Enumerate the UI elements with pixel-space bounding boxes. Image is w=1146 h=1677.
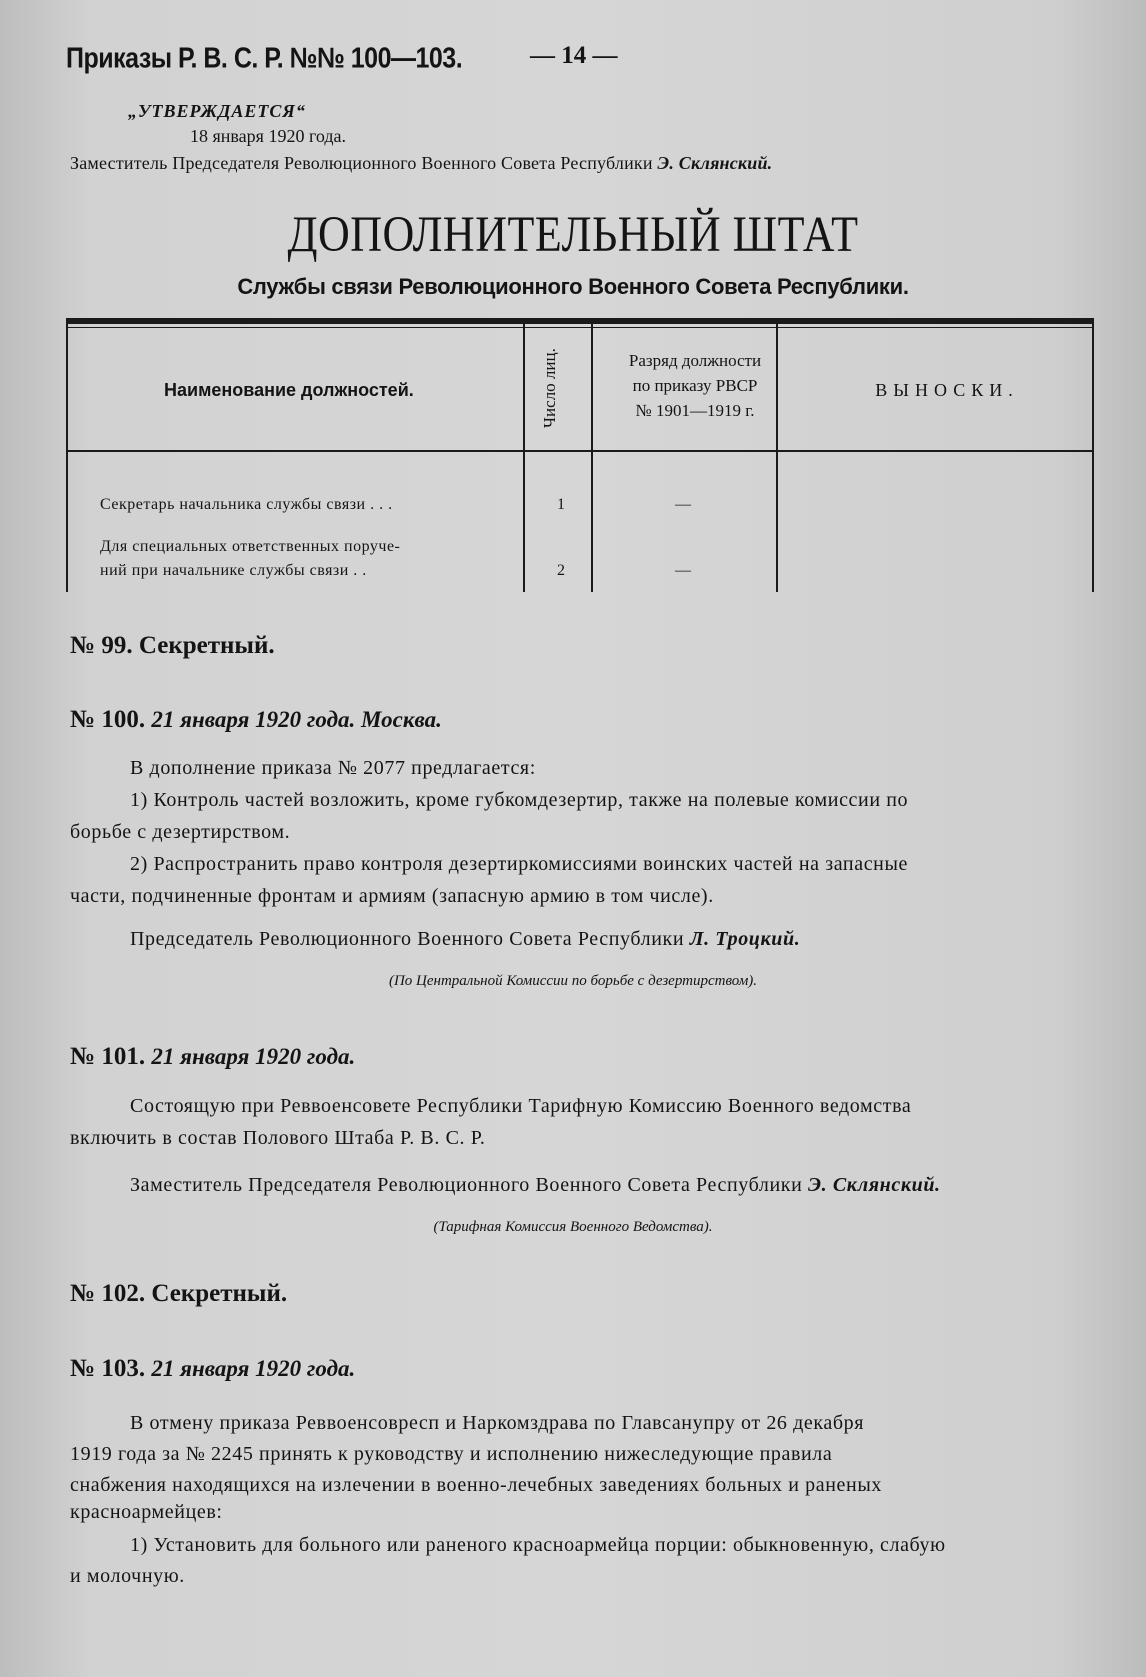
order-103-line: снабжения находящихся на излечении в военно-лечебных заведениях больных и раненых [70, 1474, 882, 1496]
approval-signatory-name: Э. Склянский. [657, 153, 773, 173]
table-border-right [1092, 318, 1094, 592]
order-number: № 99. [70, 632, 133, 659]
header-positions: Наименование должностей. [164, 380, 414, 400]
order-101-line: включить в состав Полового Штаба Р. В. С. Р. [70, 1127, 486, 1149]
table-border-left [66, 318, 68, 592]
table-col-divider [591, 318, 593, 592]
order-100-line: борьбе с дезертирством. [70, 821, 291, 843]
signature-text: Председатель Революционного Военного Совета Республики [130, 928, 685, 950]
order-number: № 103. [70, 1355, 146, 1382]
document-title: ДОПОЛНИТЕЛЬНЫЙ ШТАТ [287, 206, 859, 263]
row-1-grade: — [675, 496, 692, 513]
document-subtitle: Службы связи Революционного Военного Совета Республики. [237, 274, 909, 299]
order-number: № 102. [70, 1280, 146, 1307]
order-title: Секретный. [138, 632, 275, 659]
approval-stamp: „УТВЕРЖДАЕТСЯ“ [128, 101, 306, 121]
header-grade [600, 348, 790, 423]
order-100-line: В дополнение приказа № 2077 предлагается: [130, 757, 536, 779]
order-100-line: части, подчиненные фронтам и армиям (запасную армию в том числе). [70, 885, 714, 907]
staff-table [66, 318, 1094, 592]
header-grade-line: № 1901—1919 г. [635, 401, 755, 420]
order-100-heading [70, 706, 442, 734]
order-101-source: (Тарифная Комиссия Военного Ведомства). [433, 1219, 713, 1235]
order-100-source: (По Центральной Комиссии по борьбе с дезертирством). [388, 973, 758, 989]
header-grade-line: Разряд должности [628, 351, 762, 370]
header-grade-line: по приказу РВСР [632, 376, 758, 395]
order-101-signature [130, 1174, 941, 1197]
row-1-count: 1 [557, 496, 566, 513]
row-2-grade: — [675, 562, 692, 579]
order-dateline: 21 января 1920 года. Москва. [151, 707, 442, 732]
running-header: Приказы Р. В. С. Р. №№ 100—103. [66, 42, 463, 75]
approval-signatory-text: Заместитель Председателя Революционного Военного Совета Республики [70, 153, 653, 173]
order-100-signature [130, 928, 800, 951]
order-title: Секретный. [151, 1280, 288, 1307]
order-103-line: красноармейцев: [70, 1501, 223, 1523]
row-2-count: 2 [557, 562, 566, 579]
signature-name: Э. Склянский. [808, 1174, 941, 1196]
approval-date: 18 января 1920 года. [190, 126, 347, 146]
table-top-rule-thin [66, 327, 1094, 328]
order-101-line: Состоящую при Реввоенсовете Республики Тарифную Комиссию Военного ведомства [130, 1095, 912, 1117]
order-number: № 100. [70, 706, 146, 733]
approval-signatory [70, 153, 772, 174]
header-count: Число лиц. [540, 348, 559, 428]
table-top-rule [66, 318, 1094, 324]
row-1-name: Секретарь начальника службы связи . . . [100, 496, 393, 513]
order-99-heading [70, 632, 275, 660]
order-100-line: 2) Распространить право контроля дезертиркомиссиями воинских частей на запасные [130, 853, 908, 875]
order-103-line: В отмену приказа Реввоенсовресп и Наркомздрава по Главсанупру от 26 декабря [130, 1412, 865, 1434]
row-2-name-line: ний при начальнике службы связи . . [100, 562, 367, 579]
order-dateline: 21 января 1920 года. [151, 1044, 356, 1069]
order-103-line: 1) Установить для больного или раненого красноармейца порции: обыкновенную, слабую [130, 1534, 946, 1556]
order-101-heading [70, 1043, 355, 1071]
order-103-line: и молочную. [70, 1565, 185, 1587]
signature-name: Л. Троцкий. [689, 928, 801, 950]
row-2-name-line: Для специальных ответственных поруче- [100, 538, 401, 555]
table-col-divider [523, 318, 525, 592]
order-number: № 101. [70, 1043, 146, 1070]
order-103-line: 1919 года за № 2245 принять к руководству и исполнению нижеследующие правила [70, 1443, 833, 1465]
page-number: — 14 — [530, 42, 618, 69]
signature-text: Заместитель Председателя Революционного Военного Совета Республики [130, 1174, 803, 1196]
order-102-heading [70, 1280, 287, 1308]
table-header-rule [66, 450, 1094, 452]
header-notes: ВЫНОСКИ. [875, 380, 1019, 400]
order-103-heading [70, 1355, 355, 1383]
order-100-line: 1) Контроль частей возложить, кроме губкомдезертир, также на полевые комиссии по [130, 789, 909, 811]
order-dateline: 21 января 1920 года. [151, 1356, 356, 1381]
